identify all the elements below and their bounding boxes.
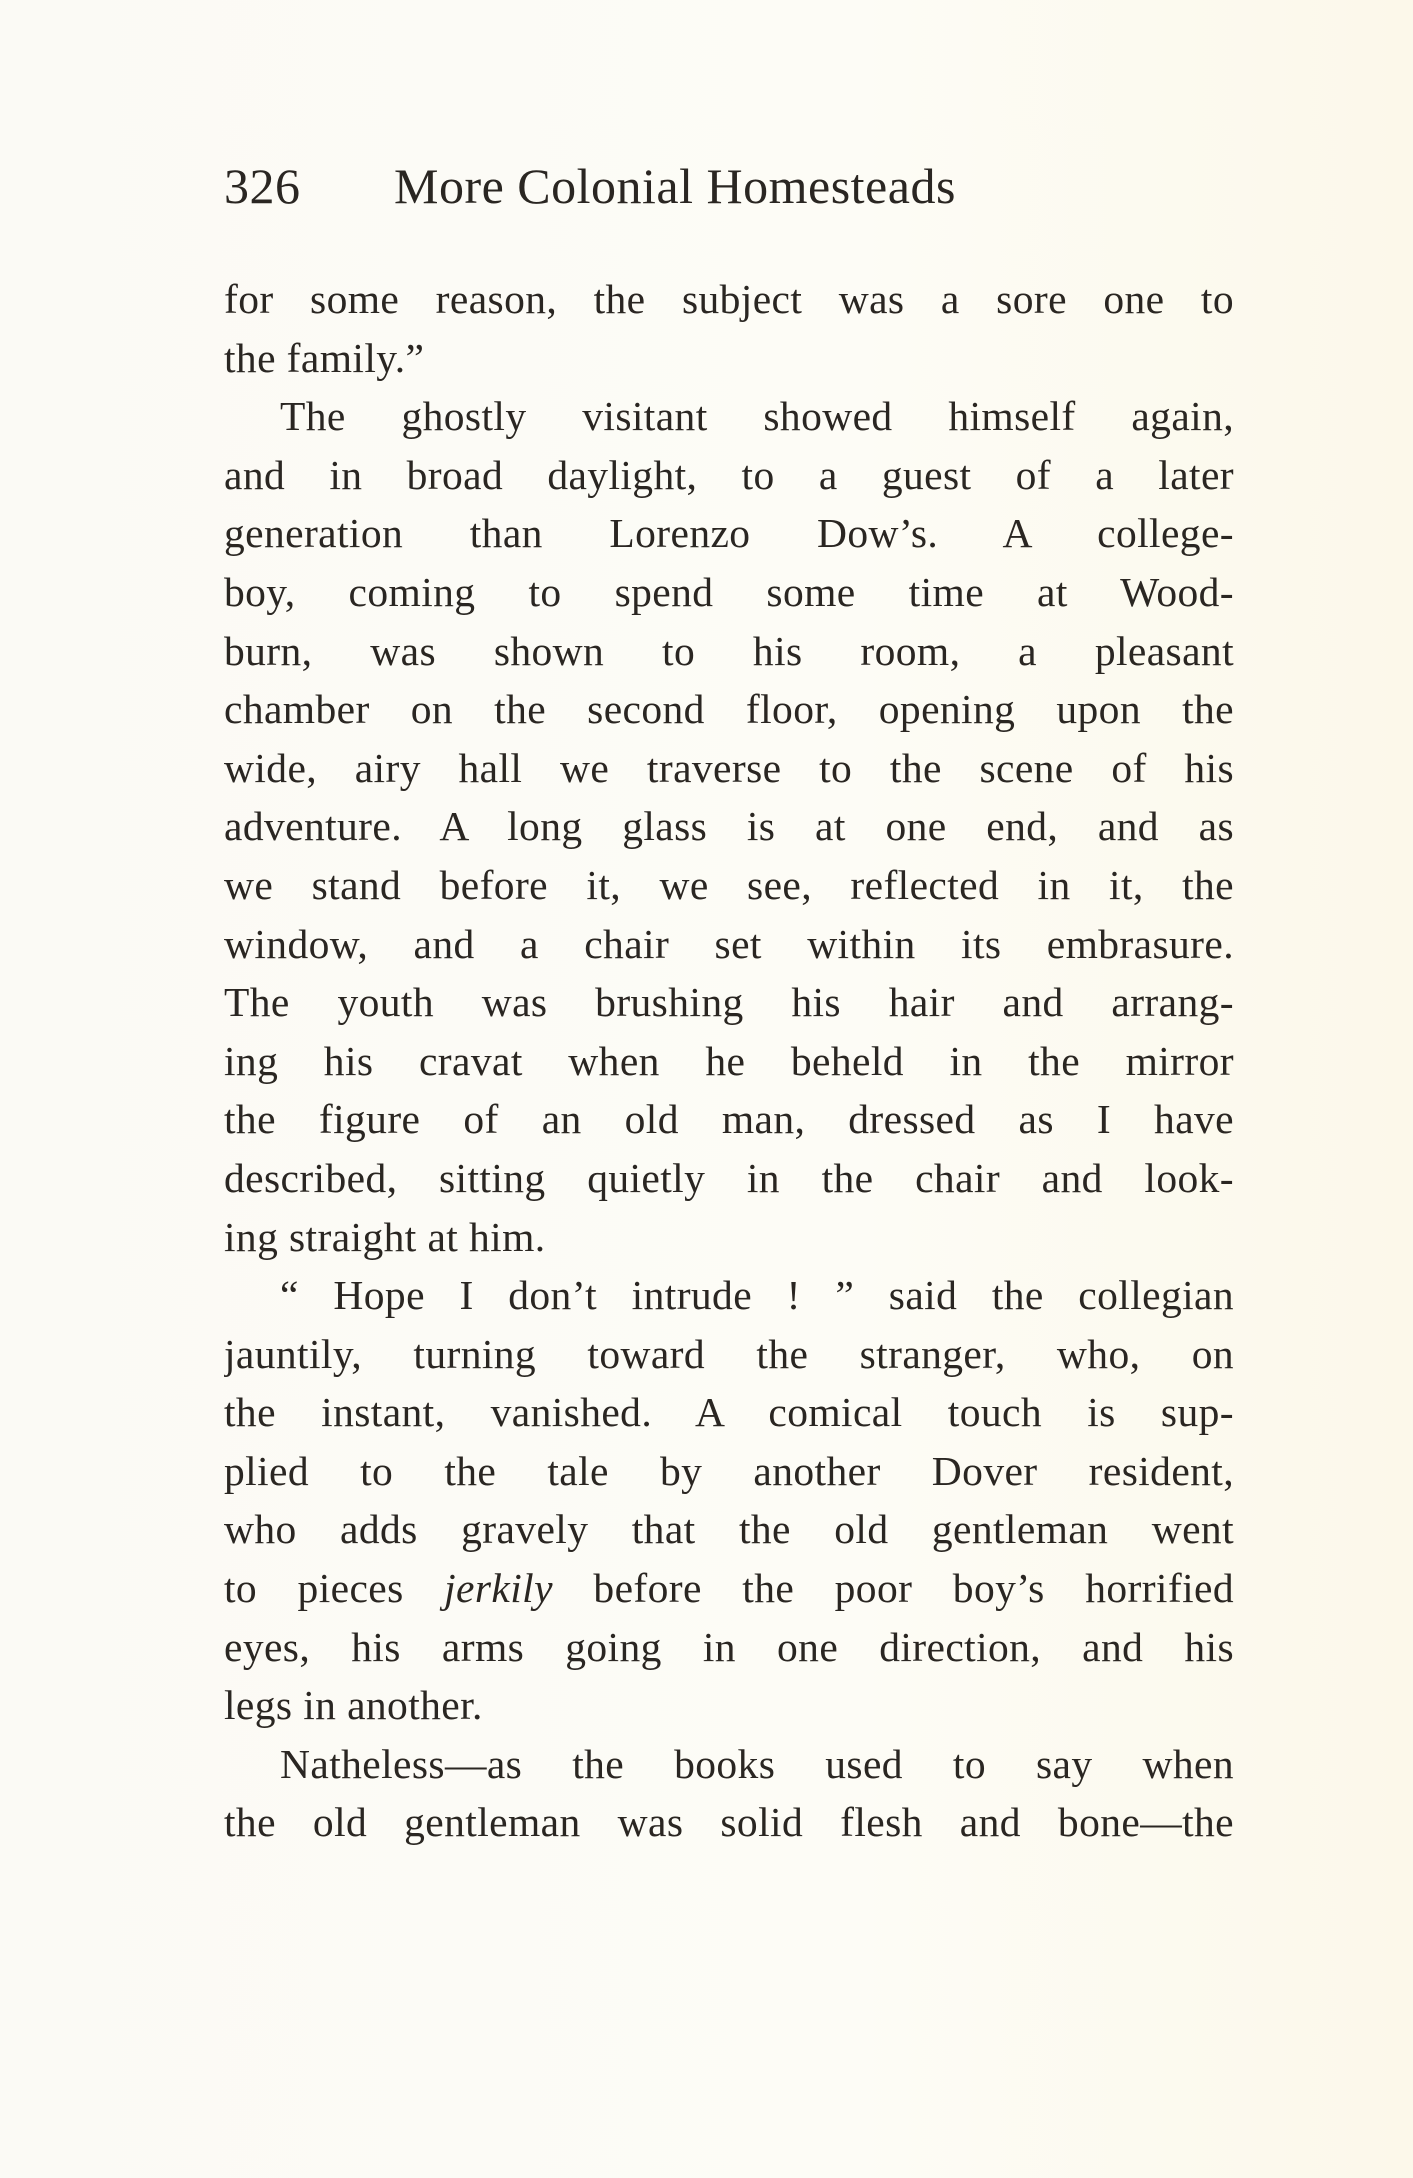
text-line: the instant, vanished. A comical touch is sup- (224, 1389, 1234, 1436)
running-title: More Colonial Homesteads (394, 158, 956, 214)
paragraph-first-line: Natheless—as the books used to say when (280, 1740, 1234, 1787)
paragraph-first-line: The ghostly visitant showed himself again, (280, 393, 1234, 440)
text-line-with-italic (224, 1559, 1234, 1618)
text-line: for some reason, the subject was a sore one to (224, 276, 1234, 322)
text-line: we stand before it, we see, reflected in it, the (224, 861, 1234, 908)
text-segment: to pieces (224, 1565, 445, 1612)
text-line: the figure of an old man, dressed as I have (224, 1096, 1234, 1143)
text-line: jauntily, turning toward the stranger, who, on (224, 1330, 1234, 1377)
text-line: described, sitting quietly in the chair and look- (224, 1154, 1234, 1201)
text-line: burn, was shown to his room, a pleasant (224, 627, 1234, 674)
running-head (224, 158, 956, 214)
paragraph-first-line: “ Hope I don’t intrude ! ” said the collegian (280, 1272, 1234, 1319)
page-number: 326 (224, 158, 301, 214)
text-line: wide, airy hall we traverse to the scene of his (224, 744, 1234, 791)
body-text (224, 270, 1234, 1852)
text-line: the old gentleman was solid flesh and bone—the (224, 1799, 1234, 1846)
italic-word: jerkily (444, 1565, 553, 1612)
text-line: generation than Lorenzo Dow’s. A college- (224, 510, 1234, 557)
text-line: and in broad daylight, to a guest of a later (224, 451, 1234, 498)
text-line: who adds gravely that the old gentleman went (224, 1506, 1234, 1553)
text-segment: before the poor boy’s horrified (552, 1565, 1234, 1612)
text-line: the family.” (224, 334, 425, 381)
text-line: window, and a chair set within its embrasure. (224, 920, 1234, 967)
text-line: ing straight at him. (224, 1213, 546, 1260)
text-line: The youth was brushing his hair and arrang- (224, 979, 1234, 1026)
text-line: ing his cravat when he beheld in the mirror (224, 1037, 1234, 1084)
text-line: eyes, his arms going in one direction, and his (224, 1623, 1234, 1670)
text-line: boy, coming to spend some time at Wood- (224, 568, 1234, 615)
text-line: legs in another. (224, 1682, 483, 1729)
text-line: chamber on the second floor, opening upon the (224, 686, 1234, 733)
text-line: adventure. A long glass is at one end, and as (224, 803, 1234, 850)
text-line: plied to the tale by another Dover resident, (224, 1447, 1234, 1494)
